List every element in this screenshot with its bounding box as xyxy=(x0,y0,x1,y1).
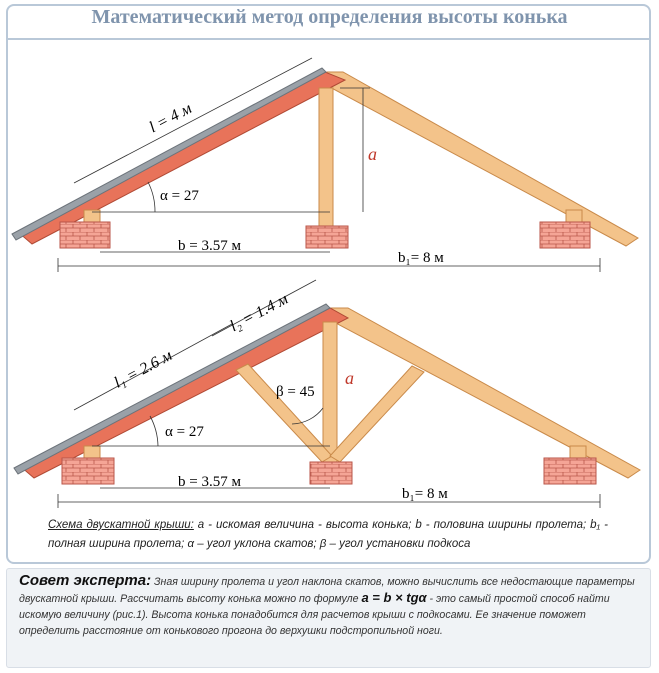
alpha-label: α = 27 xyxy=(160,188,199,204)
page-title: Математический метод определения высоты конька xyxy=(91,6,568,28)
king-post xyxy=(323,322,337,464)
tip-formula: a = b × tgα xyxy=(361,590,427,605)
caption-lead: Схема двускатной крыши: xyxy=(48,519,194,531)
a-label: a xyxy=(368,144,377,164)
alpha-label: α = 27 xyxy=(165,424,204,440)
tip-heading: Совет эксперта: xyxy=(19,572,152,589)
center-brick-wall xyxy=(310,462,352,484)
alpha-arc xyxy=(150,416,158,446)
l-dimension-line xyxy=(74,58,312,183)
top-diagram xyxy=(12,58,638,272)
expert-tip xyxy=(6,568,651,668)
left-brick-wall xyxy=(60,222,110,248)
tip-text-2: - это самый простой способ найти искомую величину (рис.1). Высота конька понадобится для расчетов крыши с подкосами. Ее значение поможет определить расстояние от конькового прогона до верхушки подстропильной ноги. xyxy=(19,593,610,637)
roof-covering xyxy=(12,68,326,240)
center-brick-wall xyxy=(306,226,348,248)
left-brick-wall xyxy=(62,458,114,484)
b1-label: b₁= 8 м xyxy=(398,250,444,266)
b1-label: b₁= 8 м xyxy=(402,486,448,502)
left-strut xyxy=(236,364,332,462)
b-label: b = 3.57 м xyxy=(178,474,241,490)
king-post xyxy=(319,88,333,228)
l-label: l = 4 м xyxy=(146,99,195,137)
caption-text: a - искомая величина - высота конька; b - половина ширины пролета; b₁ - полная ширина пролета; α – угол уклона скатов; β – угол установки подкоса xyxy=(48,519,608,550)
l1-label: l₁ = 2.6 м xyxy=(111,347,176,392)
left-rafter xyxy=(18,72,345,244)
alpha-arc xyxy=(148,182,155,212)
a-label: a xyxy=(345,368,354,388)
bottom-diagram xyxy=(14,280,640,508)
tip-text-1: Зная ширину пролета и угол наклона скатов, можно вычислить все недостающие параметры двускатной крыши. Рассчитать высоту конька можно по формуле xyxy=(19,576,635,605)
b-label: b = 3.57 м xyxy=(178,238,241,254)
right-brick-wall xyxy=(544,458,596,484)
right-brick-wall xyxy=(540,222,590,248)
l2-label: l₂ = 1.4 м xyxy=(227,290,291,336)
diagram-caption xyxy=(48,516,608,554)
right-rafter xyxy=(330,308,640,478)
beta-label: β = 45 xyxy=(276,384,315,400)
